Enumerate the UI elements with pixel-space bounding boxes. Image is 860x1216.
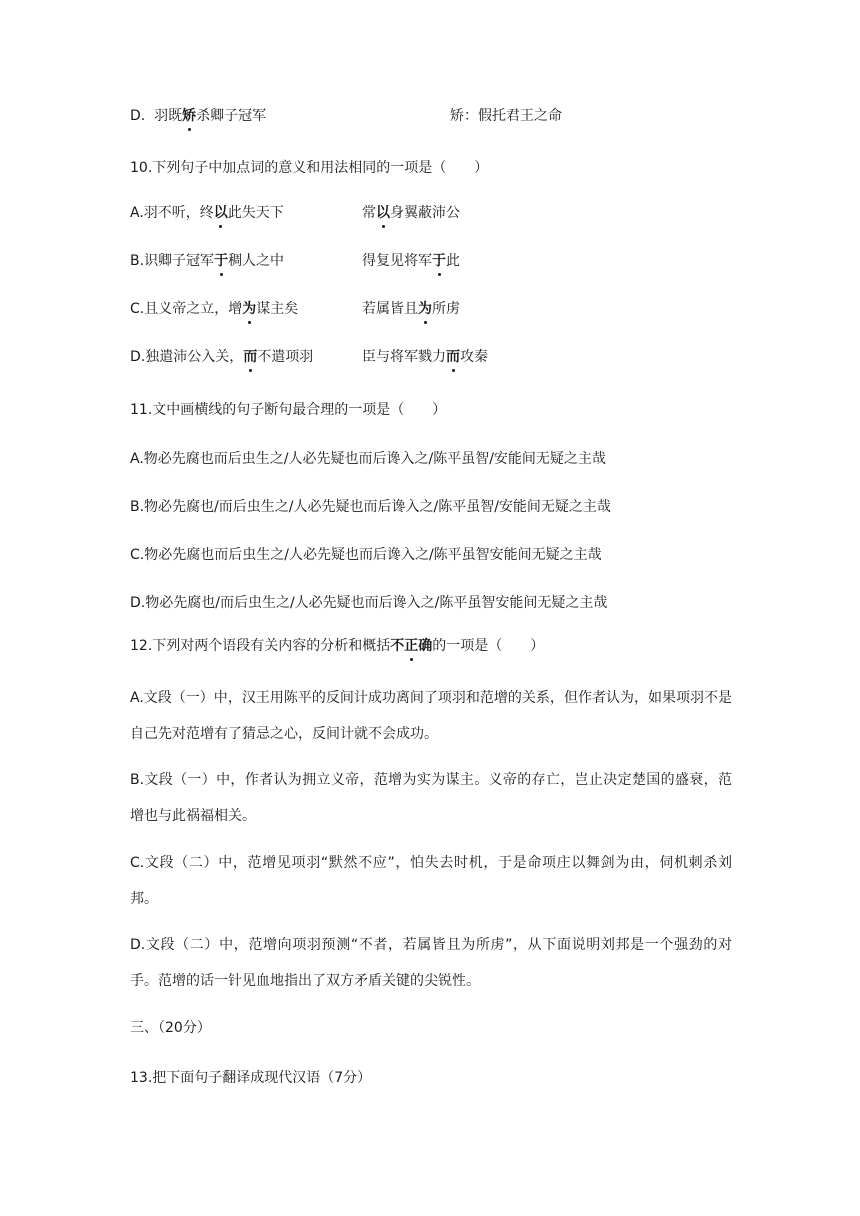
q12-stem (130, 636, 544, 656)
dotted-char: 而 (446, 349, 460, 365)
option-label: D. (130, 349, 146, 365)
q10-option-b-left (130, 251, 284, 271)
text: 且义帝之立，增 (144, 301, 243, 317)
text: 臣与将军戮力 (362, 349, 446, 365)
q10-option-c-left (130, 299, 298, 319)
q11-option-b: B.物必先腐也/而后虫生之/人必先疑也而后谗入之/陈平虽智/安能间无疑之主哉 (130, 499, 611, 515)
text: 识卿子冠军 (144, 253, 215, 269)
q11-option-c: C.物必先腐也而后虫生之/人必先疑也而后谗入之/陈平虽智安能间无疑之主哉 (130, 547, 602, 563)
dotted-char: 为 (242, 301, 257, 317)
q11-option-a: A.物必先腐也而后虫生之/人必先疑也而后谗入之/陈平虽智/安能间无疑之主哉 (130, 451, 606, 467)
q10-option-c-right (362, 299, 460, 319)
q10-option-d-right (362, 347, 488, 367)
text: 所虏 (432, 301, 460, 317)
q11-stem: 11.文中画横线的句子断句最合理的一项是（ ） (130, 402, 447, 418)
q9-option-d (130, 106, 266, 126)
text: 此 (446, 253, 460, 269)
q10-option-d-left (130, 347, 313, 367)
text: 此失天下 (227, 205, 284, 221)
q9-option-d-text-post: 杀卿子冠军 (196, 108, 267, 124)
text: 攻秦 (460, 349, 488, 365)
q10-stem: 10.下列句子中加点词的意义和用法相同的一项是（ ） (130, 160, 489, 176)
text: 羽不听，终 (143, 205, 214, 221)
q12-option-b: B.文段（一）中，作者认为拥立义帝，范增为实为谋主。义帝的存亡，岂止决定楚国的盛衰，范增也与此祸福相关。 (130, 772, 732, 824)
q10-option-b-right (362, 251, 460, 271)
q9-option-d-dotted-char: 矫 (182, 108, 197, 124)
option-label: C. (130, 301, 145, 317)
dotted-char: 以 (376, 205, 390, 221)
text: 常 (362, 205, 376, 221)
q10-option-a-right (362, 203, 460, 223)
text: 的一项是（ ） (432, 638, 545, 654)
dotted-char: 以 (213, 205, 228, 221)
q12-option-a: A.文段（一）中，汉王用陈平的反间计成功离间了项羽和范增的关系，但作者认为，如果项羽不是自己先对范增有了猜忌之心，反间计就不会成功。 (130, 690, 732, 742)
q12-option-c: C.文段（二）中，范增见项羽“默然不应”，怕失去时机，于是命项庄以舞剑为由，伺机刺杀刘邦。 (130, 855, 732, 907)
text: 12.下列对两个语段有关内容的分析和概括 (130, 638, 391, 654)
text: 身翼蔽沛公 (390, 205, 460, 221)
dotted-emphasis: 不正确 (390, 638, 433, 654)
dotted-char: 为 (418, 301, 432, 317)
dotted-char: 于 (214, 253, 229, 269)
dotted-char: 于 (432, 253, 446, 269)
option-label: A. (130, 205, 144, 221)
text: 谋主矣 (256, 301, 299, 317)
q11-option-d: D.物必先腐也/而后虫生之/人必先疑也而后谗入之/陈平虽智安能间无疑之主哉 (130, 595, 608, 611)
q9-option-d-label: D. (130, 108, 146, 124)
q10-option-a-left (130, 203, 284, 223)
text: 不遣项羽 (257, 349, 314, 365)
text: 独遣沛公入关， (145, 349, 244, 365)
option-label: B. (130, 253, 145, 269)
text: 得复见将军 (362, 253, 432, 269)
q9-option-d-text-pre: 羽既 (154, 108, 183, 124)
text: 若属皆且 (362, 301, 418, 317)
dotted-char: 而 (243, 349, 258, 365)
q13-stem: 13.把下面句子翻译成现代汉语（7分） (130, 1070, 372, 1086)
q9-option-d-explanation: 矫：假托君王之命 (450, 108, 562, 124)
section-3-heading: 三、（20分） (130, 1020, 211, 1036)
text: 稠人之中 (228, 253, 285, 269)
q12-option-d: D.文段（二）中，范增向项羽预测“不者，若属皆且为所虏”，从下面说明刘邦是一个强劲的对手。范增的话一针见血地指出了双方矛盾关键的尖锐性。 (130, 937, 732, 989)
